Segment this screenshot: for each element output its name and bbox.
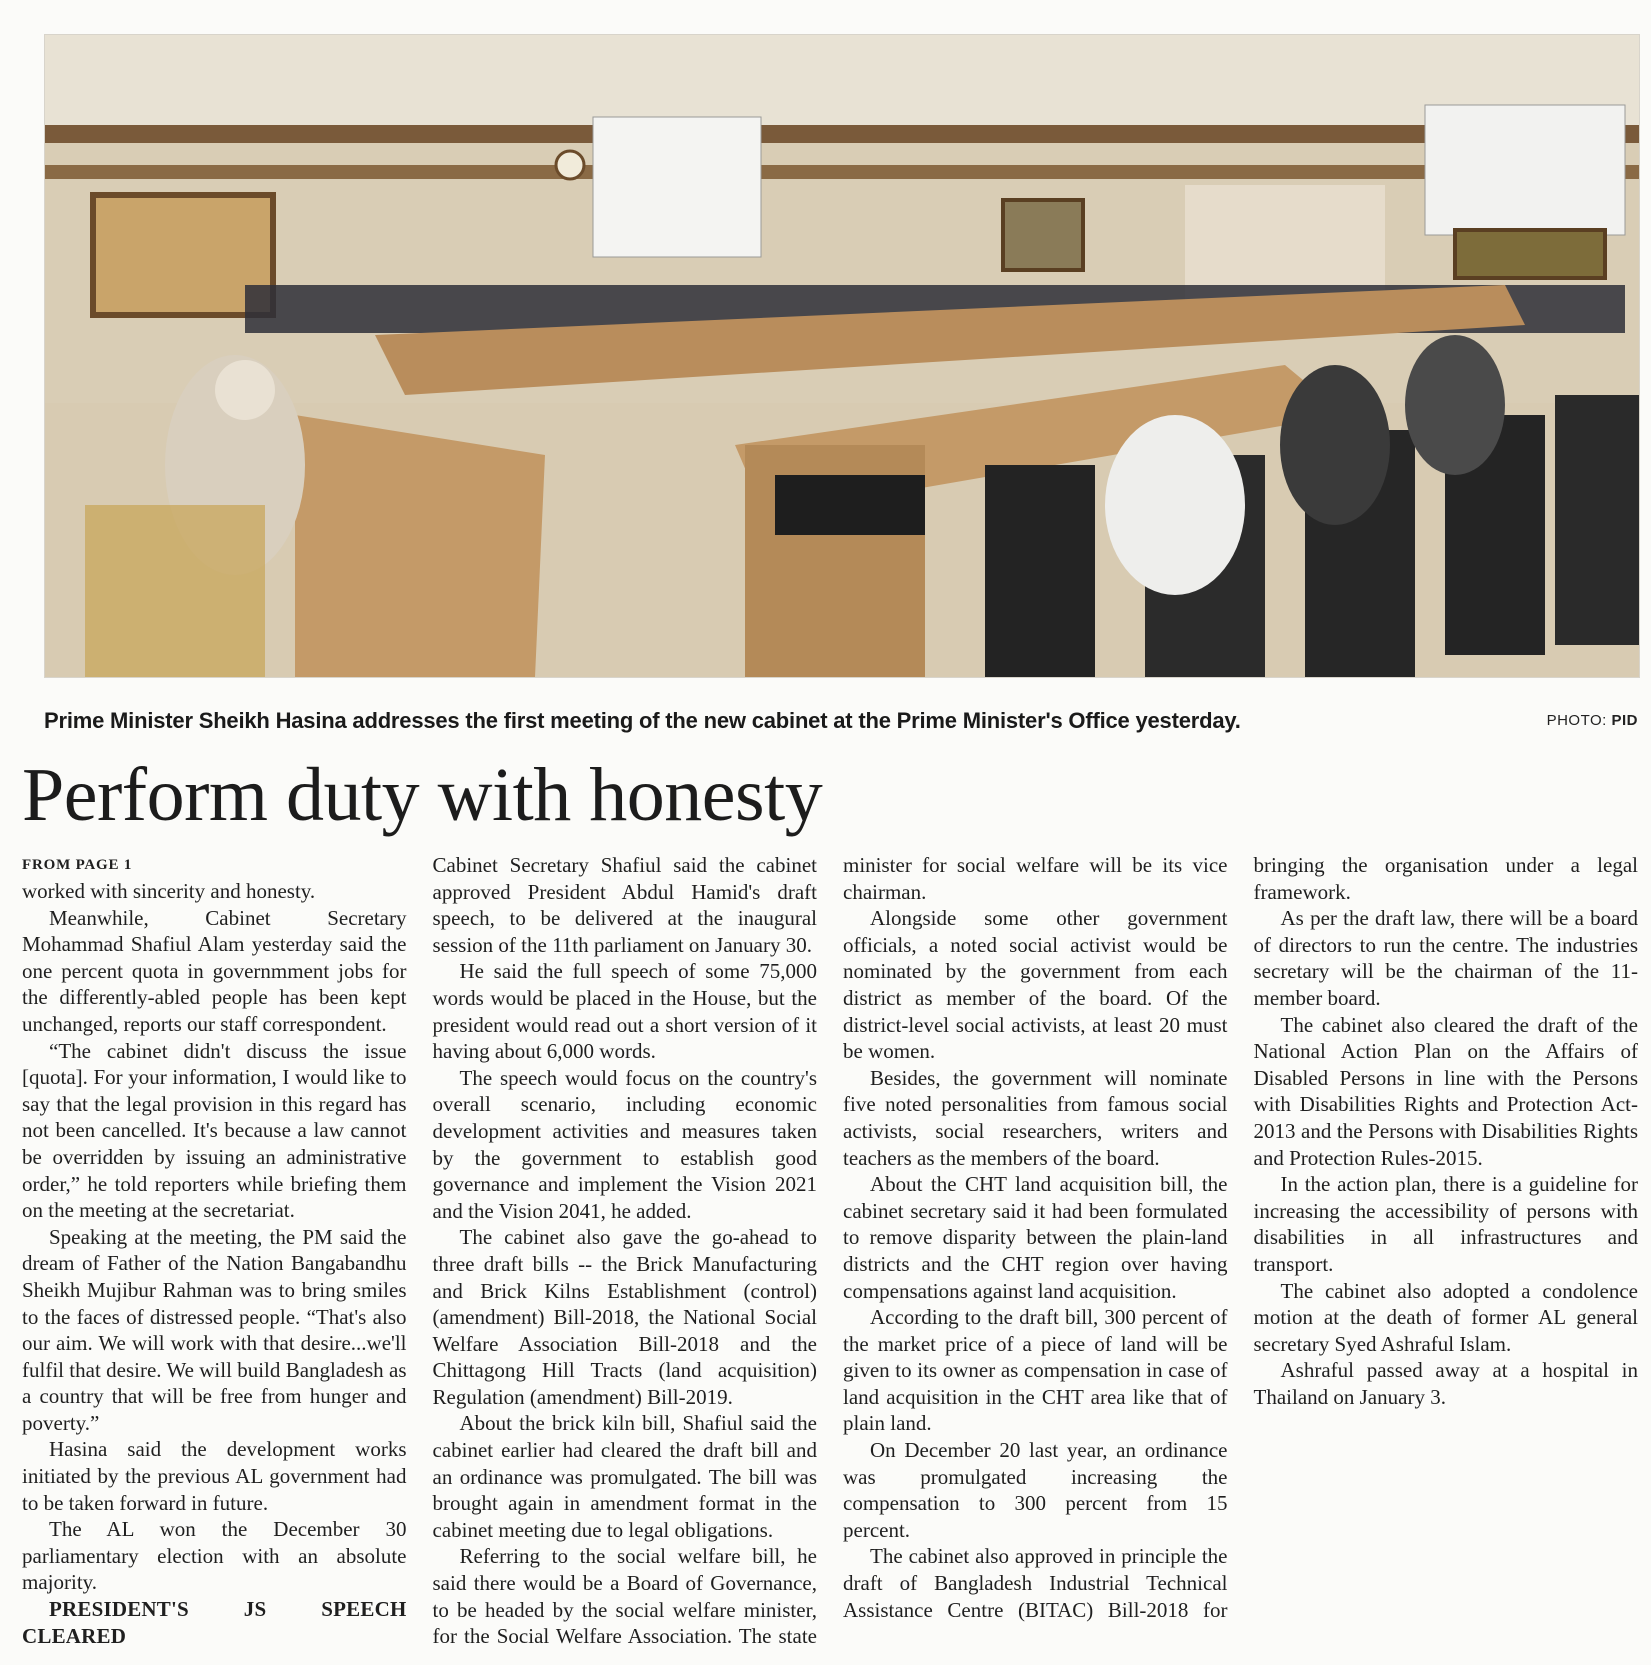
article-paragraph: Meanwhile, Cabinet Secretary Mohammad Shafiul Alam yesterday said the one percent quota in governmment jobs for the differently-abled people has been kept unchanged, reports our staff correspondent. [22, 905, 407, 1036]
photo-credit [1547, 712, 1638, 729]
subheading: PRESIDENT'S JS SPEECH CLEARED [22, 1597, 407, 1648]
cabinet-meeting-illustration [45, 35, 1639, 677]
article-paragraph: The cabinet also adopted a condolence motion at the death of former AL general secretary Syed Ashraful Islam. [1253, 1278, 1638, 1356]
photo-credit-label: PHOTO: [1546, 712, 1607, 729]
article-paragraph: The cabinet also approved in principle the draft of Bangladesh Industrial Technical Assistance Centre (BITAC) Bill-2018 for bringing the organisation under a legal framework. [843, 853, 1638, 1622]
article-paragraph: About the CHT land acquisition bill, the cabinet secretary said it had been formulated to remove disparity between the plain-land districts and the CHT region over having compensations against land acquisition. [843, 1172, 1228, 1303]
headline: Perform duty with honesty [22, 753, 823, 837]
article-paragraph: The cabinet also cleared the draft of the National Action Plan on the Affairs of Disabled Persons in line with the Persons with Disabilities Rights and Protection Act-2013 and the Persons with Disabilities Rights and Protection Rules-2015. [1253, 1012, 1638, 1170]
cabinet-meeting-photo [44, 34, 1640, 678]
photo-caption: Prime Minister Sheikh Hasina addresses the first meeting of the new cabinet at the Prime Minister's Office yesterday. [44, 708, 1241, 733]
from-page-label: FROM PAGE 1 [22, 857, 133, 873]
article-paragraph: The speech would focus on the country's overall scenario, including economic development activities and measures taken by the government to establish good governance and implement the Vision 2021 and the Vision 2041, he added. [432, 1065, 817, 1223]
photo-credit-source: PID [1611, 712, 1638, 729]
article-paragraph: On December 20 last year, an ordinance was promulgated increasing the compensation to 300 percent from 15 percent. [843, 1438, 1228, 1542]
article-paragraph: Speaking at the meeting, the PM said the dream of Father of the Nation Bangabandhu Sheikh Mujibur Rahman was to bring smiles to the faces of distressed people. “That's also our aim. We will work with that desire...we'll fulfil that desire. We will build Bangladesh as a country that will be free from hunger and poverty.” [22, 1224, 407, 1435]
photo-caption-bar [44, 708, 1638, 734]
article-paragraph: Ashraful passed away at a hospital in Thailand on January 3. [1253, 1358, 1638, 1409]
article-paragraph: “The cabinet didn't discuss the issue [quota]. For your information, I would like to say that the legal provision in this regard has not been cancelled. It's because a law cannot be overridden by issuing an administrative order,” he told reporters while briefing them on the meeting at the secretariat. [22, 1038, 407, 1223]
paragraph-group-b [433, 852, 1639, 1652]
article-paragraph: The cabinet also gave the go-ahead to three draft bills -- the Brick Manufacturing and Brick Kilns Establishment (control) (amendment) Bill-2018, the National Social Welfare Association Bill-2018 and the Chittagong Hill Tracts (land acquisition) Regulation (amendment) Bill-2019. [432, 1225, 817, 1409]
article-paragraph: In the action plan, there is a guideline for increasing the accessibility of persons with disabilities in all infrastructures and transport. [1253, 1172, 1638, 1276]
article-paragraph: Alongside some other government officials, a noted social activist would be nominated by the government from each district as member of the board. Of the district-level social activists, at least 20 must be women. [843, 906, 1228, 1064]
article-paragraph: Cabinet Secretary Shafiul said the cabinet approved President Abdul Hamid's draft speech, to be delivered at the inaugural session of the 11th parliament on January 30. [432, 853, 817, 957]
article-body [22, 852, 1638, 1652]
article-paragraph: Besides, the government will nominate five noted personalities from famous social activists, social researchers, writers and teachers as the members of the board. [843, 1065, 1228, 1170]
article-paragraph: The AL won the December 30 parliamentary election with an absolute majority. [22, 1517, 407, 1595]
article-paragraph: He said the full speech of some 75,000 words would be placed in the House, but the president would read out a short version of it having about 6,000 words. [432, 959, 817, 1064]
article-paragraph: According to the draft bill, 300 percent of the market price of a piece of land will be given to its owner as compensation in case of land acquisition in the CHT area like that of plain land. [843, 1305, 1228, 1436]
article-paragraph: Hasina said the development works initiated by the previous AL government had to be taken forward in future. [22, 1437, 407, 1515]
article-paragraph: Referring to the social welfare bill, he said there would be a Board of Governance, to be headed by the social welfare minister, for the Social Welfare Association. The state minister for social welfare will be its vice chairman. [432, 853, 1228, 1649]
article-paragraph: worked with sincerity and honesty. [22, 879, 316, 903]
paragraph-group-a [22, 878, 407, 1596]
article-paragraph: As per the draft law, there will be a board of directors to run the centre. The industries secretary will be the chairman of the 11-member board. [1253, 906, 1638, 1010]
article-paragraph: About the brick kiln bill, Shafiul said the cabinet earlier had cleared the draft bill and an ordinance was promulgated. The bill was brought again in amendment format in the cabinet meeting due to legal obligations. [432, 1411, 817, 1542]
